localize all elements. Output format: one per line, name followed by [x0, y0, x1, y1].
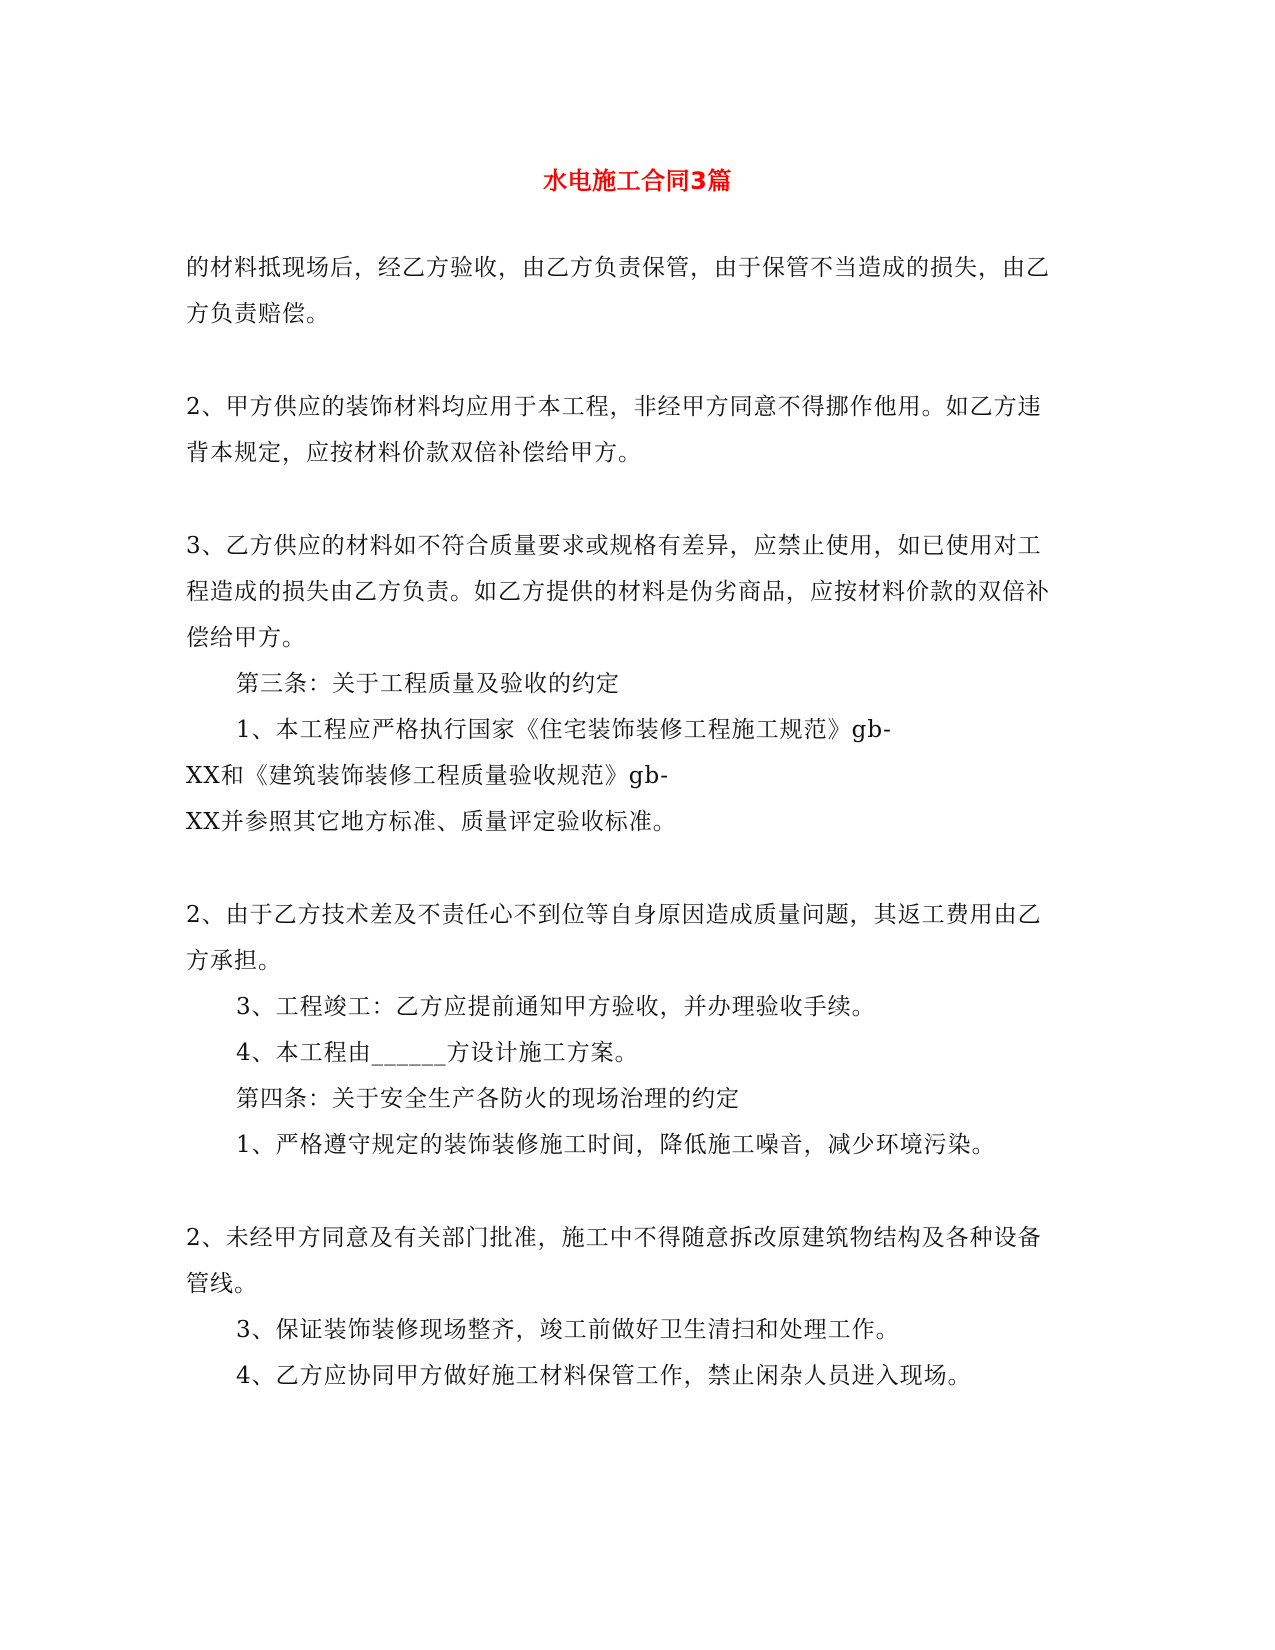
paragraph-line: 3、保证装饰装修现场整齐，竣工前做好卫生清扫和处理工作。: [236, 1317, 900, 1343]
paragraph-line: 方承担。: [186, 948, 282, 974]
paragraph-line: 偿给甲方。: [186, 625, 306, 651]
paragraph-line: XX并参照其它地方标准、质量评定验收标准。: [186, 809, 677, 835]
paragraph-line: 2、未经甲方同意及有关部门批准，施工中不得随意拆改原建筑物结构及各种设备: [186, 1225, 1042, 1251]
paragraph-line: 2、甲方供应的装饰材料均应用于本工程，非经甲方同意不得挪作他用。如乙方违: [186, 394, 1042, 420]
paragraph-line: 的材料抵现场后，经乙方验收，由乙方负责保管，由于保管不当造成的损失，由乙: [186, 255, 1050, 281]
paragraph-line: 4、乙方应协同甲方做好施工材料保管工作，禁止闲杂人员进入现场。: [236, 1363, 972, 1389]
document-title: 水电施工合同3篇: [543, 167, 732, 195]
paragraph-line: 1、严格遵守规定的装饰装修施工时间，降低施工噪音，减少环境污染。: [236, 1132, 996, 1158]
section-heading: 第三条：关于工程质量及验收的约定: [236, 671, 620, 697]
section-heading: 第四条：关于安全生产各防火的现场治理的约定: [236, 1086, 740, 1112]
paragraph-line: 1、本工程应严格执行国家《住宅装饰装修工程施工规范》gb-: [236, 717, 892, 743]
paragraph-line: 方负责赔偿。: [186, 301, 330, 327]
paragraph-line: 背本规定，应按材料价款双倍补偿给甲方。: [186, 440, 642, 466]
paragraph-line: XX和《建筑装饰装修工程质量验收规范》gb-: [186, 763, 669, 789]
paragraph-line: 3、乙方供应的材料如不符合质量要求或规格有差异，应禁止使用，如已使用对工: [186, 533, 1042, 559]
paragraph-line: 4、本工程由______方设计施工方案。: [236, 1040, 639, 1066]
paragraph-line: 程造成的损失由乙方负责。如乙方提供的材料是伪劣商品，应按材料价款的双倍补: [186, 579, 1050, 605]
paragraph-line: 3、工程竣工：乙方应提前通知甲方验收，并办理验收手续。: [236, 994, 876, 1020]
paragraph-line: 2、由于乙方技术差及不责任心不到位等自身原因造成质量问题，其返工费用由乙: [186, 902, 1042, 928]
paragraph-line: 管线。: [186, 1271, 258, 1297]
